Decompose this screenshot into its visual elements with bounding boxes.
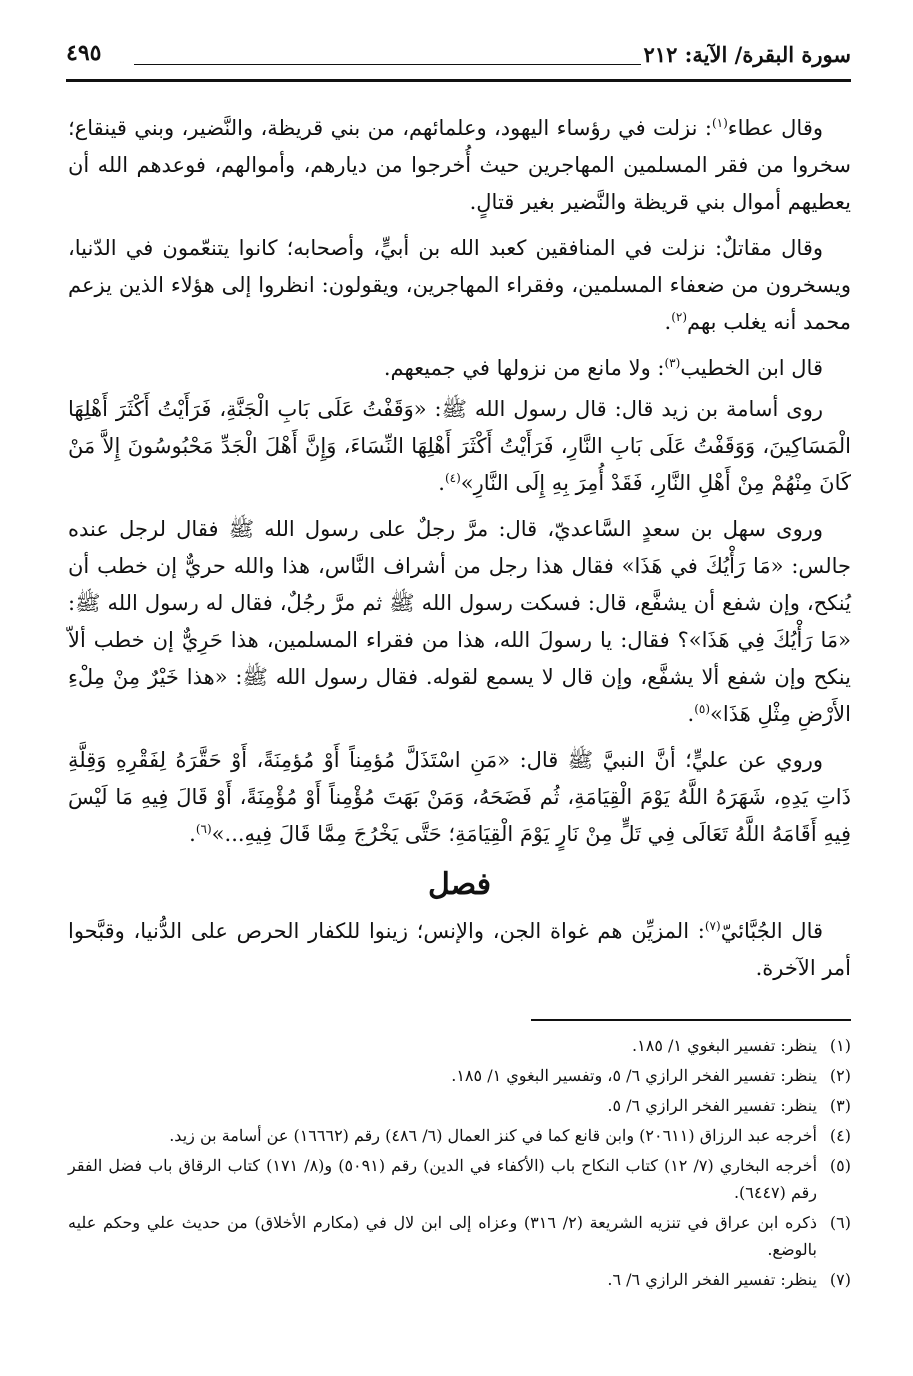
paragraph-ata: وقال عطاء$^{(١)}$: نزلت في رؤساء اليهود، وعلمائهم، من بني قريظة، والنَّضير، وبني قينقاع؛ سخروا من فقر المسلمين المهاجرين حيث أُخرجوا من ديارهم، وأموالهم، فوعدهم الله أن يعطيهم أموال بني قريظة والنَّضير بغير قتالٍ. [68,116,851,214]
footnote-separator [531,1019,851,1021]
footnote-2: (٢) ينظر: تفسير الفخر الرازي ٦/ ٥، وتفسير البغوي ١/ ١٨٥. [451,1066,851,1085]
header-line [134,64,641,65]
footnote-ref: (١) [711,116,728,130]
surah-title: سورة البقرة/ الآية: ٢١٢ [643,42,851,67]
footnote-ref: (٤) [444,471,461,485]
footnote-4: (٤) أخرجه عبد الرزاق (٢٠٦١١) وابن قانع كما في كنز العمال (٦/ ٤٨٦) رقم (١٦٦٦٢) عن أسامة بن زيد. [169,1126,851,1145]
paragraph-sahl-hadith: وروى سهل بن سعدٍ السَّاعديّ، قال: مرَّ رجلٌ على رسول الله ﷺ فقال لرجل عنده جالس: «مَا رَأْيُكَ في هَذَا» فقال هذا رجل من أشراف النَّاس، هذا والله حريٌّ إن خطب أن يُنكح، وإن شفع أن يشفَّع، قال: فسكت رسول الله ﷺ ثم مرَّ رجُلٌ، فقال له رسول الله ﷺ: «مَا رَأْيُكَ فِي هَذَا»؟ فقال: يا رسولَ الله، هذا من فقراء المسلمين، هذا حَرِيٌّ إن خطب ألاّ ينكح وإن شفع ألا يشفَّع، وإن قال لا يسمع لقوله. فقال رسول الله ﷺ: «هذا خَيْرٌ مِنْ مِلْءِ الأَرْضِ مِثْلِ هَذَا»$^{(٥)}$. [68,517,851,726]
footnote-1: (١) ينظر: تفسير البغوي ١/ ١٨٥. [632,1036,851,1055]
page-header [66,38,851,82]
footnote-5: (٥) أخرجه البخاري (٧/ ١٢) كتاب النكاح باب (الأكفاء في الدين) رقم (٥٠٩١) و(٨/ ١٧١) كتاب الرقاق باب فضل الفقر رقم (٦٤٤٧). [68,1156,851,1202]
footnote-ref: (٢) [671,310,688,324]
header-rule [66,79,851,82]
paragraph-ibn-khatib: قال ابن الخطيب$^{(٣)}$: ولا مانع من نزولها في جميعهم. [383,356,823,380]
footnote-ref: (٧) [704,919,721,933]
paragraph-jubbai: قال الجُبَّائيّ$^{(٧)}$: المزيِّن هم غواة الجن، والإنس؛ زينوا للكفار الحرص على الدُّنيا، وقبَّحوا أمر الآخرة. [68,919,851,980]
paragraph-usama-hadith: روى أسامة بن زيد قال: قال رسول الله ﷺ: «وَقَفْتُ عَلَى بَابِ الْجَنَّةِ، فَرَأَيْتُ أَكْثَرَ أَهْلِهَا الْمَسَاكِينَ، وَوَقَفْتُ عَلَى بَابِ النَّارِ، فَرَأَيْتُ أَكْثَرَ أَهْلِهَا النِّسَاءَ، وَإِنَّ أَهْلَ الْجَدِّ مَحْبُوسُونَ إِلاَّ مَنْ كَانَ مِنْهُمْ مِنْ أَهْلِ النَّارِ، فَقَدْ أُمِرَ بِهِ إِلَى النَّارِ»$^{(٤)}$. [68,397,851,495]
section-heading: فصل [427,867,492,902]
footnote-ref: (٥) [694,702,711,716]
paragraph-ali-hadith: وروي عن عليٍّ؛ أنَّ النبيَّ ﷺ قال: «مَنِ اسْتَذَلَّ مُؤمِناً أَوْ مُؤمِنَةً، أَوْ حَقَّرَهُ لِفَقْرِهِ وَقِلَّةِ ذَاتِ يَدِهِ، شَهَرَهُ اللَّهُ يَوْمَ الْقِيَامَةِ، ثُم فَضَحَهُ، وَمَنْ بَهَتَ مُؤْمِناً أَوْ مُؤْمِنَةً، أَوْ قَالَ فِيهِ مَا لَيْسَ فِيهِ أَقَامَهُ اللَّهُ تَعَالَى فِي تَلٍّ مِنْ نَارٍ يَوْمَ الْقِيَامَةِ؛ حَتَّى يَخْرُجَ مِمَّا قَالَ فِيهِ...»$^{(٦)}$. [68,748,851,846]
footnote-3: (٣) ينظر: تفسير الفخر الرازي ٦/ ٥. [607,1096,851,1115]
paragraph-muqatil: وقال مقاتلٌ: نزلت في المنافقين كعبد الله بن أبيٍّ، وأصحابه؛ كانوا يتنعّمون في الدّنيا، ويسخرون من ضعفاء المسلمين، وفقراء المهاجرين، ويقولون: انظروا إلى هؤلاء الذين يزعم محمد أنه يغلب بهم$^{(٢)}$. [68,236,851,334]
footnote-ref: (٦) [195,822,212,836]
footnotes [68,1032,851,1296]
main-text [68,110,851,996]
page-number: ٤٩٥ [66,40,102,66]
footnote-ref: (٣) [664,356,681,370]
footnote-6: (٦) ذكره ابن عراق في تنزيه الشريعة (٢/ ٣١٦) وعزاه إلى ابن لال في (مكارم الأخلاق) من حديث علي وحكم عليه بالوضع. [68,1213,851,1259]
footnote-7: (٧) ينظر: تفسير الفخر الرازي ٦/ ٦. [607,1270,851,1289]
